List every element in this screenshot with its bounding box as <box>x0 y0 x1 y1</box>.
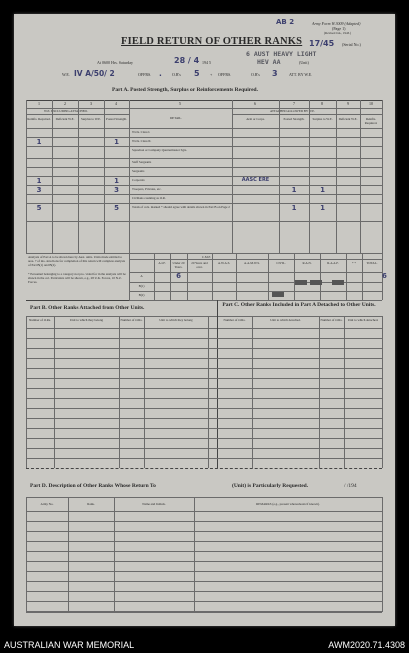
analysis-header: CIVIL. <box>276 261 286 265</box>
we-label: W.E. <box>62 72 70 77</box>
analysis-header: 20 Years and over. <box>191 261 208 269</box>
bc-row-line <box>26 418 382 419</box>
right-header: Reinfts. Required. <box>364 117 378 125</box>
left-value: 3 <box>36 186 42 194</box>
analysis-row-line <box>129 272 382 273</box>
bc-col-line <box>382 316 383 468</box>
col-number: 6 <box>254 101 256 106</box>
d-row-line <box>26 561 382 562</box>
detail-header: DETAIL. <box>170 116 183 120</box>
serial-value: 17/45 <box>309 39 335 48</box>
detail-row-label: Troopers, Privates, etc. <box>132 187 162 191</box>
analysis-row-label: B(2) <box>138 293 145 297</box>
left-header: Reinfts. Required. <box>27 117 51 121</box>
d-col-line <box>114 497 115 612</box>
bc-row-line <box>26 438 382 439</box>
footer-left: AUSTRALIAN WAR MEMORIAL <box>4 640 135 650</box>
right-value: 1 <box>291 186 297 194</box>
detail-row-label: W.Os. Class II. <box>132 139 152 143</box>
offrs-value: . <box>159 69 162 78</box>
bc-row-line <box>26 378 382 379</box>
part-a-title: Part A. Posted Strength, Surplus or Reinforcements Required. <box>112 87 258 93</box>
detail-row-label: Staff Sergeants <box>132 160 152 164</box>
part-a-row-line <box>26 221 382 222</box>
bc-row-line <box>26 448 382 449</box>
part-c-header: Unit to which detached. <box>347 318 379 322</box>
d-row-line <box>26 521 382 522</box>
part-c-title: Part C. Other Ranks Included in Part A Detached to Other Units. <box>222 302 376 308</box>
bc-line <box>26 316 382 317</box>
part-a-row-line <box>26 158 382 159</box>
left-header: Surplus to W.E. <box>80 117 101 121</box>
detail-row-label: Civilians counting as O.R. <box>132 196 166 200</box>
d-col-line <box>26 497 27 612</box>
ink-stamp-mark <box>310 280 322 285</box>
d-col-line <box>194 497 195 612</box>
analysis-row-line <box>129 282 382 283</box>
analysis-header: A.W.A.S. <box>217 261 231 265</box>
left-header: Posted Strength. <box>106 117 127 121</box>
left-value: 1 <box>114 177 119 185</box>
analysis-value: 6 <box>176 272 181 280</box>
col-number: 9 <box>347 101 349 106</box>
d-line <box>26 511 382 512</box>
right-header: Posted Strength. <box>283 117 305 121</box>
analysis-header: TOTAL. <box>366 261 378 265</box>
d-row-line <box>26 601 382 602</box>
group-right-label: ATTACHED ALLOWED BY W.E. <box>270 109 316 113</box>
footer-bar <box>0 636 409 653</box>
analysis-text: Analysis of Part A to be shown here by Aust. units. Units made entitled to area. 7 of ins- structions for completion of this return will complete analysis of Part B(1) and B(2). <box>28 255 125 267</box>
d-row-line <box>26 571 382 572</box>
col-number: 3 <box>90 101 92 106</box>
analysis-row-line <box>129 291 382 292</box>
part-b-header: Unit to which they belong <box>159 318 193 322</box>
col-number: 7 <box>293 101 295 106</box>
date-value: 28 / 4 <box>174 56 200 65</box>
analysis-header: A.I.F. <box>158 261 166 265</box>
or2-label: O.R's <box>251 72 260 77</box>
handwritten-note: AB 2 <box>276 18 295 26</box>
detail-row-label: W.Os. Class I. <box>132 130 151 134</box>
part-d-date: / /194 <box>344 483 357 489</box>
right-value: 1 <box>320 186 325 194</box>
d-col-line <box>68 497 69 612</box>
right-header: Arm or Corps. <box>246 117 265 121</box>
unit-stamp-line2: HEV AA <box>257 58 281 66</box>
detail-row-label: Sergeants <box>132 169 145 173</box>
date-prefix: At 0600 Hrs. Saturday <box>97 60 133 65</box>
left-value: 5 <box>36 204 42 212</box>
analysis-header: R.A.N. <box>302 261 312 265</box>
analysis-header: Under 20 Years. <box>172 261 185 269</box>
detail-row-label: Squadron or Company Quartermaster Sgts. <box>132 148 187 152</box>
or-label: O.R's <box>172 72 181 77</box>
footer-right: AWM2020.71.4308 <box>328 640 405 650</box>
col-number: 8 <box>321 101 323 106</box>
form-id-line2: (Page 1) <box>332 26 346 31</box>
d-line <box>26 497 382 498</box>
part-d-header: REMARKS (e.g., present whereabouts if known). <box>256 502 320 506</box>
bc-row-line <box>26 428 382 429</box>
offrs2-label: OFFRS. <box>218 72 232 77</box>
offrs2-value: 3 <box>272 69 278 78</box>
left-value: 3 <box>114 186 119 194</box>
we-value: IV A/50/ 2 <box>74 69 115 78</box>
bc-row-line <box>26 348 382 349</box>
analysis-row-line <box>129 300 382 301</box>
left-header: Deficient W.E. <box>55 117 75 121</box>
form-id-line3: (Revised Jan., 1943.) <box>324 31 352 35</box>
right-value: AASC ERE <box>241 177 270 183</box>
unit-stamp-line1: 6 AUST HEAVY LIGHT <box>246 50 317 58</box>
d-row-line <box>26 591 382 592</box>
form-page <box>14 14 395 626</box>
part-c-header: Number of O.Rs. <box>320 318 343 322</box>
offrs-label: OFFRS. <box>138 72 152 77</box>
d-row-line <box>26 541 382 542</box>
col-number: 1 <box>38 101 40 106</box>
d-row-line <box>26 531 382 532</box>
part-a-row-line <box>26 167 382 168</box>
part-d-title: Part D. Description of Other Ranks Whose Return To <box>30 483 156 489</box>
bc-row-line <box>26 368 382 369</box>
form-title: FIELD RETURN OF OTHER RANKS <box>121 36 303 47</box>
bc-line <box>26 328 382 329</box>
analysis-header: * * <box>352 261 356 265</box>
d-line <box>26 612 382 613</box>
left-value: 1 <box>36 177 42 185</box>
part-b-header: Number of O.Rs. <box>120 318 143 322</box>
part-b-title: Part B. Other Ranks Attached from Other Units. <box>30 305 145 311</box>
right-value: 1 <box>320 204 325 212</box>
part-b-header: Number of O.Rs. <box>29 318 51 322</box>
col-number: 5 <box>179 101 181 106</box>
part-a-col-line <box>382 100 383 253</box>
bc-row-line <box>26 358 382 359</box>
analysis-value: 6 <box>382 272 387 280</box>
part-d-header: Rank. <box>87 502 95 506</box>
ink-stamp-mark <box>332 280 344 285</box>
bc-row-line <box>26 458 382 459</box>
analysis-line <box>129 259 382 260</box>
left-value: 5 <box>114 204 119 212</box>
ink-stamp-mark <box>272 292 284 297</box>
att-label: ATT. BY W.E. <box>289 72 313 77</box>
form-id-line1: Army Form W.3009 (Adapted) <box>312 21 361 26</box>
bc-row-line <box>26 338 382 339</box>
analysis-header: R.A.A.F. <box>327 261 339 265</box>
d-col-line <box>382 497 383 612</box>
left-value: 1 <box>114 138 119 146</box>
group-left-label: W.E. EXCLUDING ATTACHED. <box>44 109 88 113</box>
plus-sign: + <box>210 72 213 77</box>
right-value: 1 <box>291 204 297 212</box>
analysis-row-label: B(1) <box>138 284 145 288</box>
bc-row-line <box>26 388 382 389</box>
analysis-row-label: A <box>140 274 143 278</box>
bc-row-line <box>26 398 382 399</box>
left-value: 1 <box>36 138 42 146</box>
d-row-line <box>26 611 382 612</box>
bc-row-line <box>26 408 382 409</box>
analysis-header: A.A.M.W.S. <box>244 261 260 265</box>
part-c-header: Unit to which detached. <box>270 318 301 322</box>
part-d-header: Army No. <box>40 502 54 506</box>
d-row-line <box>26 551 382 552</box>
bc-divider <box>217 300 218 468</box>
part-a-row-line <box>26 146 382 147</box>
col-number: 10 <box>369 101 373 106</box>
date-year: 194 5 <box>202 60 211 65</box>
analysis-note: * Personnel belonging to a category not pro- vided for in the analysis will be shown in the col. Particulars will be shown, e.g., 28 U.K. Forces, 10 N.Z. Forces. <box>28 272 126 284</box>
part-c-header: Number of O.Rs. <box>223 318 246 322</box>
col-number: 4 <box>115 101 117 106</box>
part-d-mid: (Unit) is Particularly Requested. <box>232 483 309 489</box>
right-header: Surplus to W.E. <box>312 117 333 121</box>
part-a-row-line <box>26 194 382 195</box>
part-d-header: Name and Initials. <box>142 502 166 506</box>
part-a-row-line <box>26 176 382 177</box>
part-b-header: Unit to which they belong <box>69 318 104 322</box>
part-a-row-line <box>26 137 382 138</box>
or-value: 5 <box>194 69 200 78</box>
cmf-label: C.M.F. <box>202 255 211 259</box>
d-row-line <box>26 581 382 582</box>
detail-row-label: Totals of cols. marked * should agree with details shown in Part B on Page 2 <box>132 205 230 209</box>
serial-label: (Serial No.) <box>342 42 361 47</box>
unit-label: (Unit) <box>299 60 309 65</box>
ink-stamp-mark <box>295 280 307 285</box>
col-number: 2 <box>64 101 66 106</box>
detail-row-label: Corporals <box>132 178 145 182</box>
right-header: Deficient W.E. <box>338 117 358 121</box>
